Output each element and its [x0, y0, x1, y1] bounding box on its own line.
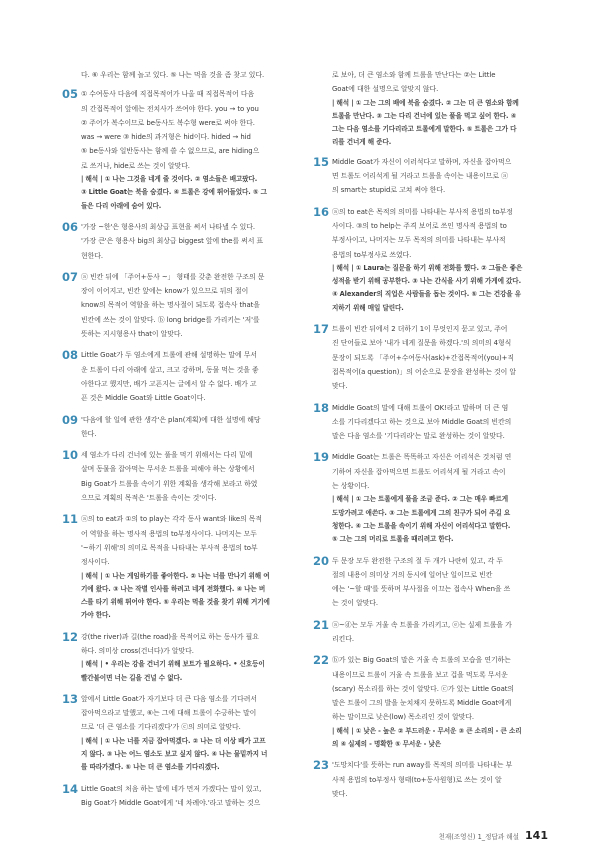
- answer-line: Little Goat의 처음 하는 말에 네가 먼저 가겠다는 말이 있고,: [81, 784, 262, 793]
- answer-line: Goat에 대한 설명으로 알맞지 않다.: [332, 85, 439, 94]
- answer-line: 아한다고 했지만, 배가 고픈지는 글에서 알 수 없다. 배가 고: [81, 379, 257, 388]
- answer-line: 에는 '~할 때'를 뜻하며 부사절을 이끄는 접속사 When을 쓰: [332, 585, 511, 594]
- answer-line: ⓐ~ⓓ는 모두 거울 속 트롤을 가리키고, ⓔ는 실제 트롤을 가: [332, 620, 512, 629]
- answer-line: 빈칸에 쓰는 것이 알맞다. ⓑ long bridge를 가리키는 '저'를: [81, 315, 260, 324]
- question-number: 05: [62, 87, 79, 102]
- answer-line: 살며 동물을 잡아먹는 무서운 트롤을 피해야 하는 상황에서: [81, 465, 255, 474]
- answer-item: [313, 401, 558, 444]
- question-number: 08: [62, 348, 79, 363]
- answer-line: 말은 트롤이 그의 발을 눈치채지 못하도록 Middle Goat에게: [332, 699, 512, 708]
- answer-line: 앞에서 Little Goat가 자기보다 더 큰 다음 염소를 기다려서: [81, 694, 257, 703]
- translation-line: 를 따라가겠다. ⑤ 나는 더 큰 염소를 기다리겠다.: [81, 763, 220, 772]
- answer-line: 부정사이고, 나머지는 모두 목적의 의미를 나타내는 부사적: [332, 236, 506, 245]
- page-footer: [439, 829, 549, 842]
- answer-line: '~하기 위해'의 의미로 목적을 나타내는 부사적 용법의 to부: [81, 543, 258, 552]
- question-number: 23: [313, 758, 330, 773]
- answer-item: [313, 155, 558, 198]
- translation-line: 그는 다음 염소를 기다리라고 트롤에게 말한다. ⑤ 트롤은 그가 다: [332, 125, 517, 134]
- answer-line: 진 단어들로 보아 '내가 네게 질문을 하겠다.'의 의미의 4형식: [332, 339, 512, 348]
- question-number: 09: [62, 412, 79, 427]
- answer-line: 말은 다음 염소를 '기다리라'는 말로 완성하는 것이 알맞다.: [332, 432, 505, 441]
- answer-line: 기하여 자신을 잡아먹으면 트롤도 어리석게 될 거라고 속이: [332, 467, 506, 476]
- answer-line: 하는 말이므로 낮은(low) 목소리인 것이 알맞다.: [332, 713, 475, 722]
- question-number: 10: [62, 448, 79, 463]
- answer-item: [62, 630, 307, 685]
- left-column: [62, 68, 307, 817]
- translation-line: 지하기 위해 매일 달린다.: [332, 303, 404, 312]
- answer-line: ⓐ 빈칸 뒤에 「주어+동사 ~」 형태를 갖춘 완전한 구조의 문: [81, 272, 265, 281]
- translation-line: ⑤ 그는 그의 머리로 트롤을 때리려고 한다.: [332, 535, 454, 544]
- answer-line: 절의 내용이 의미상 거의 동시에 일어난 일이므로 빈칸: [332, 570, 493, 579]
- footer-book-label: 천재(조영신) 1_정답과 해설: [438, 833, 520, 841]
- question-number: 16: [313, 204, 330, 219]
- answer-item: [313, 618, 558, 647]
- answer-line: 면 트롤도 어리석게 될 거라고 트롤을 속이는 내용이므로 ⓐ: [332, 172, 508, 181]
- question-number: 13: [62, 691, 79, 706]
- answer-line: Middle Goat의 말에 대해 트롤이 OK!라고 말하며 더 큰 염: [332, 403, 509, 412]
- answer-line: 현한다.: [81, 251, 103, 260]
- translation-line: 가야 한다.: [81, 611, 111, 620]
- translation-line: 빨간불이면 너는 길을 건널 수 없다.: [81, 673, 183, 682]
- answer-item: [62, 413, 307, 442]
- page-number: 141: [525, 829, 548, 842]
- answer-line: 으므로 계획의 목적은 '트롤을 속이는 것'이다.: [81, 494, 217, 503]
- answer-item: [313, 450, 558, 546]
- question-number: 11: [62, 512, 79, 527]
- translation-line: 스를 타기 위해 뛰어야 한다. ⑤ 우리는 먹을 것을 찾기 위해 거기에: [81, 598, 270, 607]
- translation-line: | 해석 | ① 나는 게임하기를 좋아한다. ② 나는 너를 만나기 위해 여: [81, 571, 270, 580]
- continued-answer-text: [313, 68, 558, 150]
- translation-line: 트롤을 만난다. ③ 그는 다리 건너에 있는 풀을 먹고 싶어 한다. ④: [332, 111, 517, 120]
- translation-line: | 해석 | ① 나는 그것을 네게 줄 것이다. ② 염소들은 배고팠다.: [81, 175, 258, 184]
- answer-line: '다음에 할 일에 관한 생각'은 plan(계획)에 대한 설명에 해당: [81, 415, 261, 424]
- answer-line: ⓐ의 to eat은 목적의 의미를 나타내는 부사적 용법의 to부정: [332, 207, 513, 216]
- answer-line: 한다.: [81, 429, 97, 438]
- translation-line: 성적을 받기 위해 공부한다. ③ 나는 간식을 사기 위해 가게에 갔다.: [332, 277, 521, 286]
- answer-line: 의 smart는 stupid로 고쳐 써야 한다.: [332, 186, 446, 195]
- answer-line: 트롤이 빈칸 뒤에서 2 더하기 1이 무엇인지 묻고 있고, 주어: [332, 325, 508, 334]
- answer-line: Middle Goat가 자신이 이러석다고 말하며, 자신을 잡아먹으: [332, 157, 512, 166]
- answer-line: '가장 ~한'은 형용사의 최상급 표현을 써서 나타낼 수 있다.: [81, 222, 256, 231]
- translation-line: 들은 다리 아래에 숨어 있다.: [81, 201, 162, 210]
- answer-line: 하다. 의미상 cross(건너다)가 알맞다.: [81, 646, 194, 655]
- answer-item: [62, 512, 307, 622]
- answer-line: 사적 용법의 to부정사 형태(to+동사원형)로 쓰는 것이 알: [332, 775, 502, 784]
- answer-item: [62, 270, 307, 341]
- answer-item: [62, 220, 307, 263]
- question-number: 06: [62, 219, 79, 234]
- translation-line: | 해석 | • 우리는 강을 건너기 위해 보트가 필요하다. • 신호등이: [81, 660, 265, 669]
- answer-line: '가장 큰'은 형용사 big의 최상급 biggest 앞에 the를 써서 표: [81, 237, 264, 246]
- question-number: 22: [313, 653, 330, 668]
- answer-line: 다. ⑥ 우리는 함께 놀고 있다. ⑤ 나는 먹을 것을 좀 찾고 있다.: [81, 71, 265, 79]
- answer-line: 픈 것은 Middle Goat와 Little Goat이다.: [81, 394, 206, 403]
- answer-item: [313, 322, 558, 393]
- question-number: 17: [313, 322, 330, 337]
- answer-line: 리킨다.: [332, 634, 354, 643]
- answer-line: 사이다. ③의 to help는 주격 보어로 쓰인 명사적 용법의 to: [332, 221, 507, 230]
- answer-line: 운 트롤이 다리 아래에 살고, 크고 강하며, 동물 먹는 것을 좋: [81, 365, 259, 374]
- answer-line: 용법의 to부정사로 쓰였다.: [332, 250, 412, 259]
- answer-line: 소를 기다리겠다고 하는 것으로 보아 Middle Goat의 빈칸의: [332, 417, 512, 426]
- answer-line: Little Goat가 두 염소에게 트롤에 관해 설명하는 말에 무서: [81, 351, 257, 360]
- answer-line: Big Goat가 Middle Goat에게 '네 차례야.'라고 말하는 것으: [81, 798, 261, 807]
- answer-item: [313, 205, 558, 315]
- answer-line: 맞다.: [332, 382, 348, 391]
- question-number: 07: [62, 269, 79, 284]
- answer-item: [62, 782, 307, 811]
- answer-line: Big Goat가 트롤을 속이기 위한 계획을 생각해 보라고 하였: [81, 479, 258, 488]
- right-column: [313, 68, 558, 808]
- answer-line: 접목적어(a question)」의 어순으로 문장을 완성하는 것이 알: [332, 367, 517, 376]
- question-number: 12: [62, 629, 79, 644]
- answer-line: 강(the river)과 길(the road)을 목적어로 하는 동사가 필요: [81, 632, 259, 641]
- translation-line: 의 ④ 실제의 - 명확한 ⑤ 무서운 - 낮은: [332, 740, 442, 749]
- translation-line: 리를 건너게 해 준다.: [332, 138, 392, 147]
- answer-line: ⑤ be동사와 일반동사는 함께 쓸 수 없으므로, are hiding으: [81, 147, 260, 156]
- question-number: 19: [313, 450, 330, 465]
- answer-line: 내용이므로 트롤이 거울 속 트롤을 보고 겁을 먹도록 무서운: [332, 670, 508, 679]
- answer-line: 두 문장 모두 완전한 구조의 절 두 개가 나란히 있고, 각 두: [332, 556, 504, 565]
- answer-item: [313, 758, 558, 801]
- answer-item: [62, 692, 307, 775]
- translation-line: | 해석 | ① 그는 그의 배에 북을 숨겼다. ② 그는 더 큰 염소와 함께: [332, 98, 519, 107]
- answer-line: Middle Goat는 트롤은 똑똑하고 자신은 어리석은 것처럼 연: [332, 453, 512, 462]
- question-number: 14: [62, 781, 79, 796]
- answer-item: [62, 448, 307, 505]
- answer-line: 문장이 되도록 「주어+수여동사(ask)+간접목적어(you)+직: [332, 353, 514, 362]
- answer-line: ① 수여동사 다음에 직접목적어가 나올 때 직접목적어 다음: [81, 90, 255, 99]
- translation-line: ③ Little Goat는 북을 숨겼다. ④ 트롤은 강에 뛰어들었다. ⑤ 그: [81, 188, 267, 197]
- answer-line: 어 역할을 하는 명사적 용법의 to부정사이다. 나머지는 모두: [81, 529, 257, 538]
- answer-line: 는 상황이다.: [332, 482, 370, 491]
- continued-answer-text: [62, 68, 307, 82]
- translation-line: 지 않다. ③ 나는 어느 염소도 보고 싶지 않다. ④ 나는 물밑까지 너: [81, 750, 268, 759]
- translation-line: 도망가려고 애쓴다. ③ 그는 트롤에게 그의 친구가 되어 주길 요: [332, 508, 511, 517]
- answer-line: was → were ③ hide의 과거형은 hid이다. hided → hid: [81, 133, 251, 142]
- answer-line: know의 목적어 역할을 하는 명사절이 되도록 접속사 that을: [81, 301, 260, 310]
- translation-line: | 해석 | ① 그는 트롤에게 풀을 조금 준다. ② 그는 매우 빠르게: [332, 495, 508, 504]
- answer-line: 정사이다.: [81, 558, 110, 567]
- answer-line: ⓑ가 있는 Big Goat의 말은 거울 속 트롤의 모습을 연기하는: [332, 656, 511, 665]
- answer-line: 로 쓰거나, hide로 쓰는 것이 알맞다.: [81, 161, 190, 170]
- answer-line: 뜻하는 지시형용사 that이 알맞다.: [81, 330, 183, 339]
- answer-line: 맞다.: [332, 789, 348, 798]
- translation-line: 기에 왔다. ③ 나는 작별 인사를 하려고 네게 전화했다. ④ 나는 버: [81, 584, 266, 593]
- answer-line: 므로 '더 큰 염소를 기다리겠다'가 ⓒ의 의미로 알맞다.: [81, 723, 241, 732]
- answer-line: 는 것이 알맞다.: [332, 599, 379, 608]
- answer-line: 로 보아, 더 큰 염소와 함께 트롤을 만난다는 ②는 Little: [332, 71, 496, 79]
- answer-line: ② 주어가 복수이므로 be동사도 복수형 were로 써야 한다.: [81, 118, 255, 127]
- question-number: 15: [313, 154, 330, 169]
- answer-line: 세 염소가 다리 건너에 있는 풀을 먹기 위해서는 다리 밑에: [81, 451, 253, 460]
- translation-line: | 해석 | ① 낮은 - 높은 ② 부드러운 - 무서운 ③ 큰 소리의 - 큰 소리: [332, 726, 522, 735]
- question-number: 18: [313, 400, 330, 415]
- answer-line: 의 간접목적어 앞에는 전치사가 쓰여야 한다. you → to you: [81, 104, 259, 113]
- answer-item: [313, 554, 558, 611]
- answer-line: (scary) 목소리를 하는 것이 알맞다. ⓒ가 있는 Little Goat의: [332, 684, 515, 693]
- translation-line: | 해석 | ① 나는 너를 지금 잡아먹겠다. ② 나는 더 이상 배가 고프: [81, 736, 266, 745]
- translation-line: | 해석 | ① Laura는 질문을 하기 위해 전화를 했다. ② 그들은 좋은: [332, 263, 523, 272]
- answer-item: [313, 653, 558, 751]
- translation-line: 청한다. ④ 그는 트롤을 속이기 위해 자신이 어리석다고 말한다.: [332, 521, 511, 530]
- question-number: 20: [313, 553, 330, 568]
- answer-item: [62, 348, 307, 405]
- answer-line: 잡아먹으라고 말했고, ⑥는 그에 대해 트롤이 수긍하는 말이: [81, 709, 257, 718]
- answer-line: '도망치다'를 뜻하는 run away를 목적의 의미를 나타내는 부: [332, 761, 513, 770]
- answer-line: 장이 이어지고, 빈칸 앞에는 know가 있으므로 뒤의 절이: [81, 287, 249, 296]
- answer-line: ⓐ의 to eat과 ①의 to play는 각각 동사 want와 like의 목적: [81, 515, 263, 524]
- translation-line: ④ Alexander의 직업은 사람들을 돕는 것이다. ⑤ 그는 건강을 유: [332, 290, 522, 299]
- question-number: 21: [313, 617, 330, 632]
- answer-item: [62, 87, 307, 213]
